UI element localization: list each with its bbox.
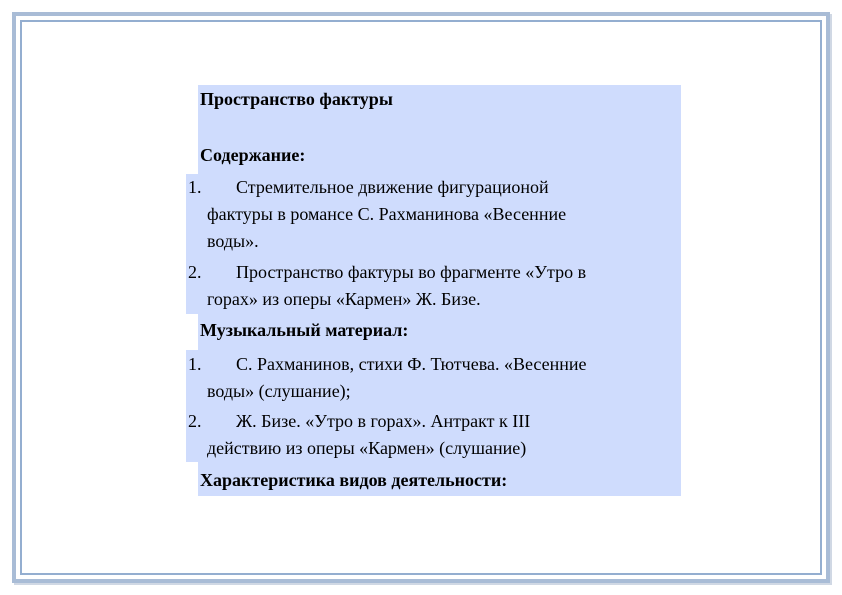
list-item-text: воды». [207, 231, 259, 251]
list-item-text: Ж. Бизе. «Утро в горах». Антракт к III [236, 411, 531, 431]
list-item-text: фактуры в романсе С. Рахманинова «Весенние [207, 204, 567, 224]
frame-shadow [830, 14, 832, 585]
list-item-text: действию из оперы «Кармен» (слушание) [207, 438, 527, 458]
frame-shadow [14, 583, 832, 585]
list-item-text: горах» из оперы «Кармен» Ж. Бизе. [207, 289, 481, 309]
list-item-text: Пространство фактуры во фрагменте «Утро в [236, 262, 587, 282]
content-heading: Содержание: [200, 145, 306, 165]
activities-heading: Характеристика видов деятельности: [200, 470, 508, 490]
list-item-text: С. Рахманинов, стихи Ф. Тютчева. «Весенние [236, 354, 587, 374]
material-heading: Музыкальный материал: [200, 320, 409, 340]
slide-title: Пространство фактуры [200, 89, 393, 109]
list-item-text: воды» (слушание); [207, 381, 351, 401]
list-item-number: 2. [188, 411, 202, 431]
list-item-number: 2. [188, 262, 202, 282]
list-item-text: Стремительное движение фигурационой [236, 177, 549, 197]
list-item-number: 1. [188, 354, 202, 374]
list-item-number: 1. [188, 177, 202, 197]
